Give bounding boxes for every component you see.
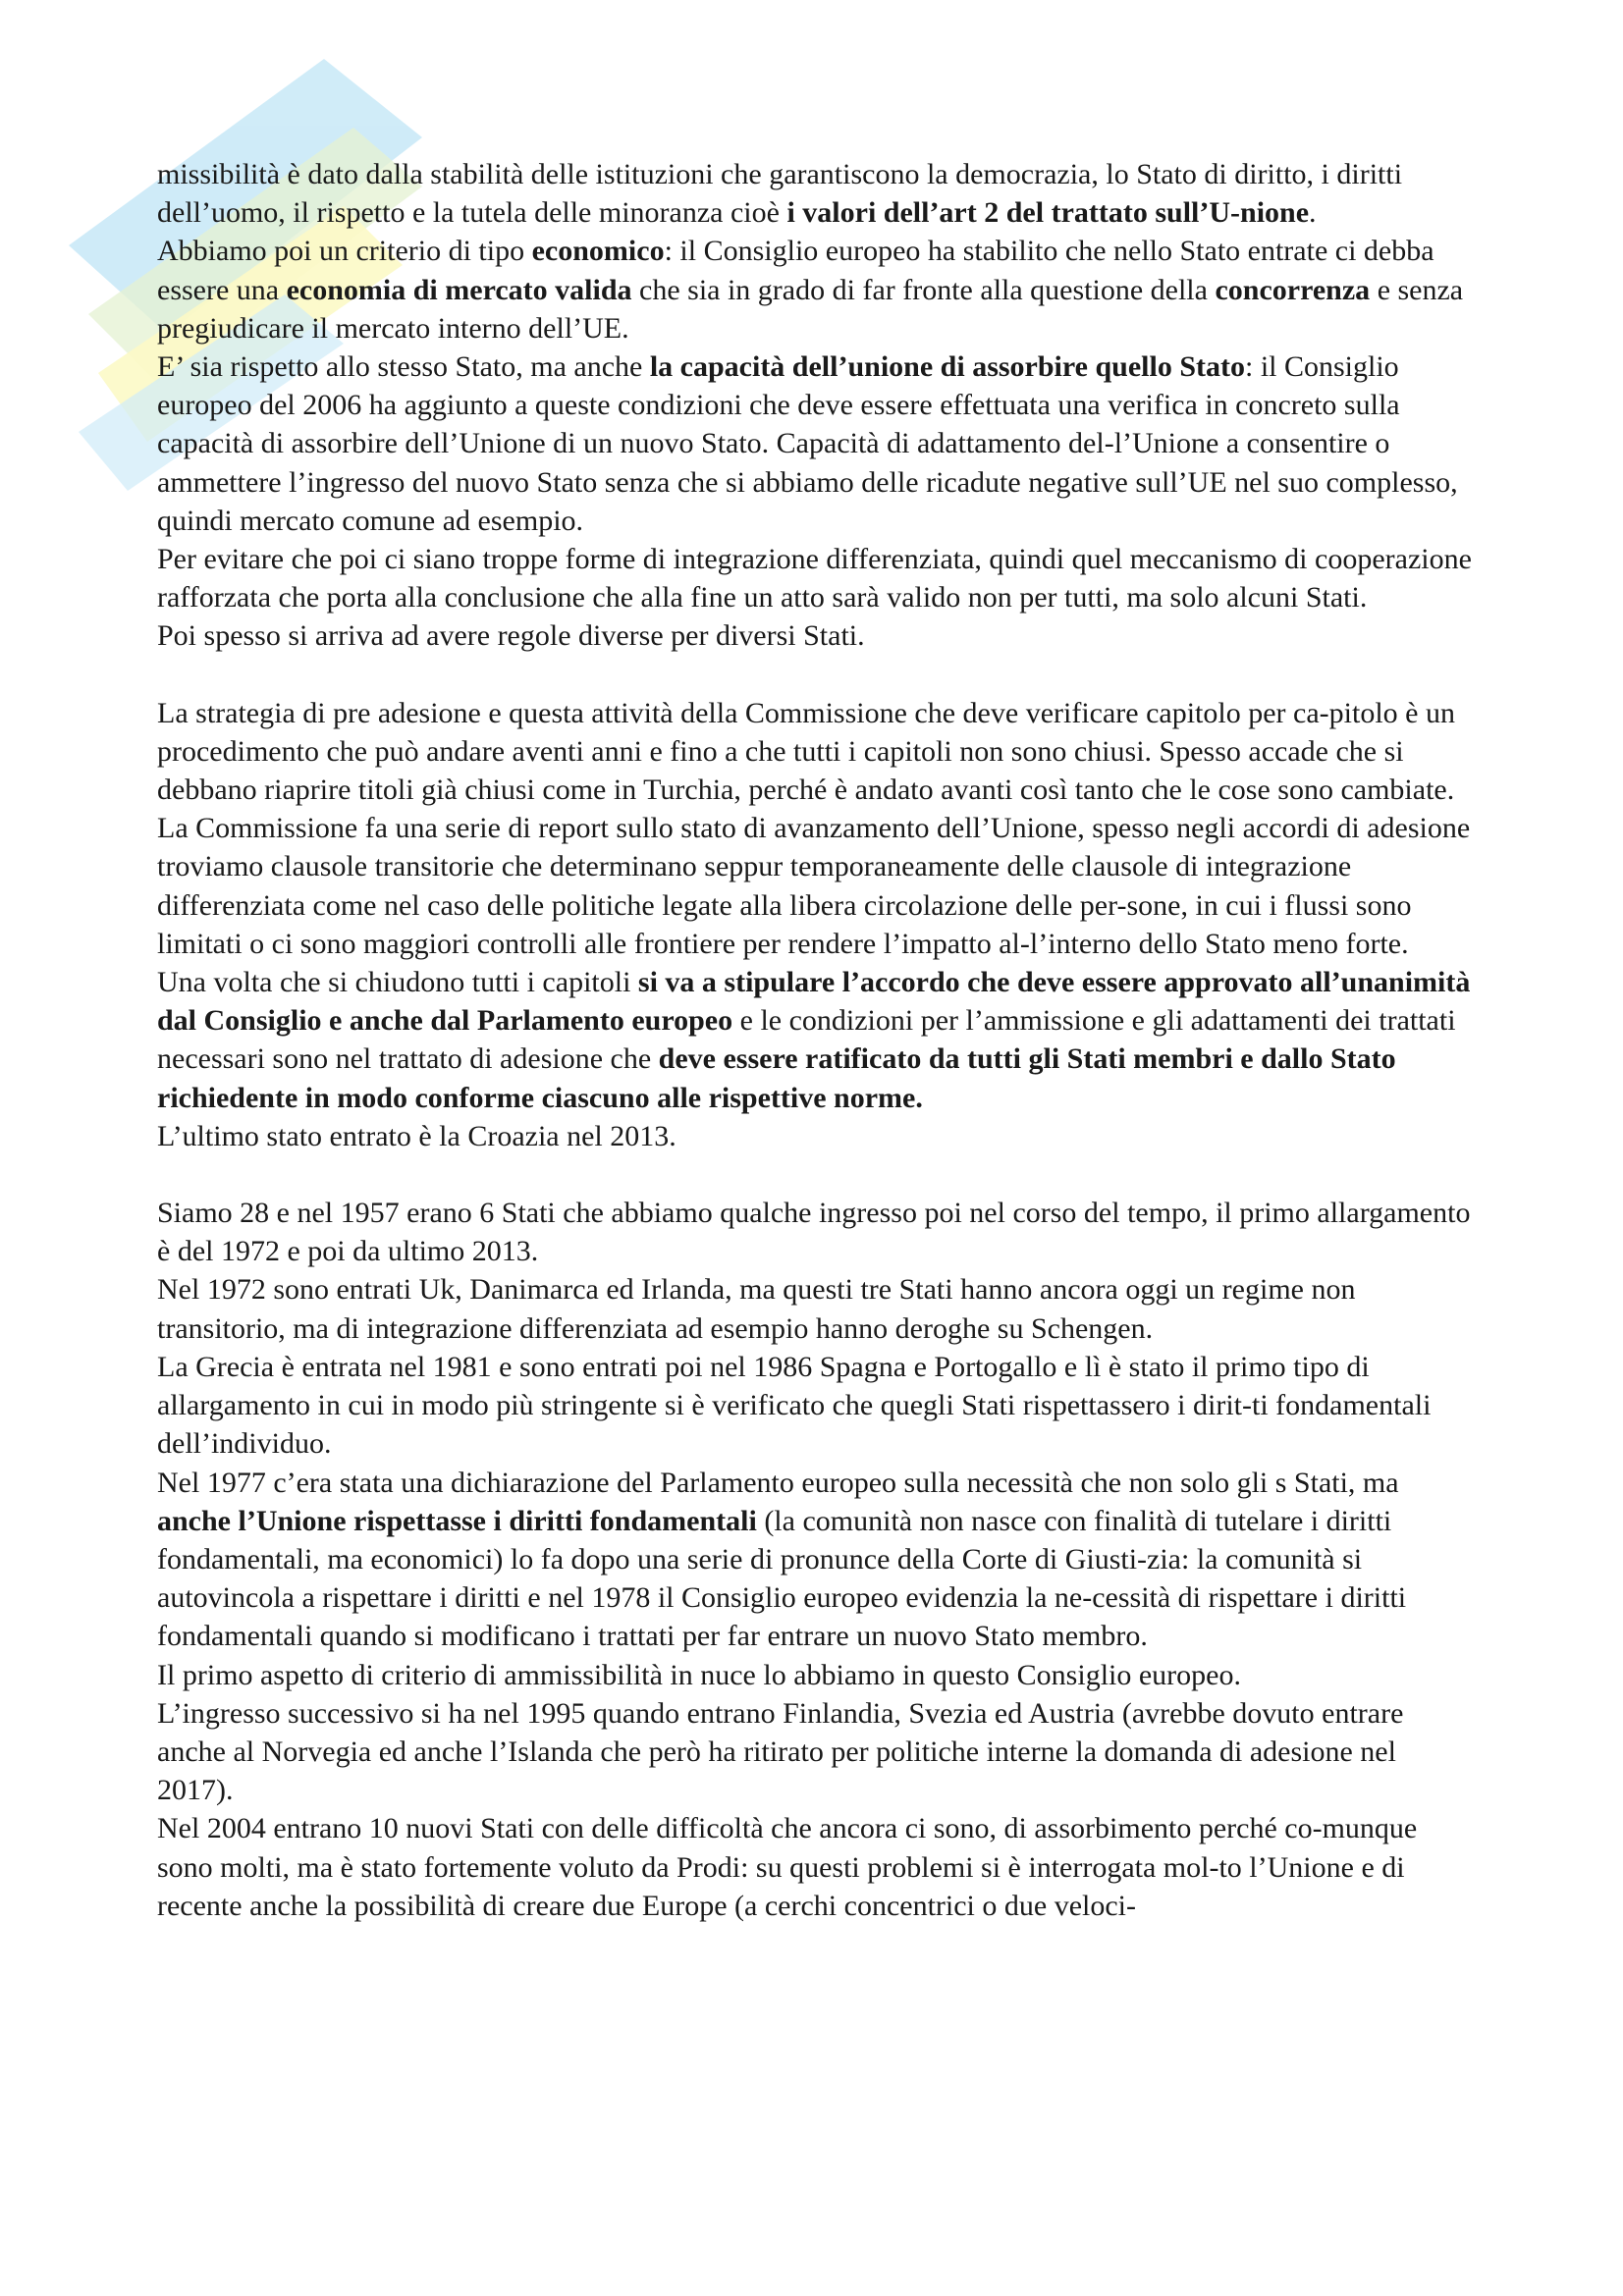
text-run: Una volta che si chiudono tutti i capitoli <box>157 966 638 999</box>
text-run: L’ingresso successivo si ha nel 1995 quando entrano Finlandia, Svezia ed Austria (avrebbe dovuto entrare anche al Norvegia ed anche l’Islanda che però ha ritirato per politiche interne la domanda di adesione nel 2017). <box>157 1696 1404 1807</box>
paragraph <box>157 809 1478 963</box>
paragraph <box>157 616 1478 655</box>
text-run: e le condizioni per l’ammissione e gli adattamenti dei trattati necessari sono nel trattato di adesione che <box>157 1004 1456 1076</box>
text-run: La Commissione fa una serie di report sullo stato di avanzamento dell’Unione, spesso negli accordi di adesione troviamo clausole transitorie che determinano seppur temporaneamente delle clausole di integrazione differenziata come nel caso delle politiche legate alla libera circolazione delle per-sone, in cui i flussi sono limitati o ci sono maggiori controlli alle frontiere per rendere l’impatto al-l’interno dello Stato meno forte. <box>157 812 1471 960</box>
text-run: L’ultimo stato entrato è la Croazia nel 2013. <box>157 1119 676 1152</box>
paragraph <box>157 1194 1478 1270</box>
bold-text: deve essere ratificato da tutti gli Stati membri e dallo Stato richiedente in modo conforme ciascuno alle rispettive norme. <box>157 1042 1396 1114</box>
bold-text: economia di mercato valida <box>286 273 632 306</box>
bold-text: si va a stipulare l’accordo che deve essere approvato all’unanimità dal Consiglio e anche dal Parlamento europeo <box>157 966 1471 1038</box>
text-run: . <box>1309 196 1317 230</box>
document-body <box>157 155 1478 1925</box>
text-run: missibilità è dato dalla stabilità delle istituzioni che garantiscono la democrazia, lo Stato di diritto, i diritti dell’uomo, il rispetto e la tutela delle minoranza cioè <box>157 158 1403 230</box>
paragraph <box>157 1117 1478 1155</box>
text-run: Nel 1977 c’era stata una dichiarazione del Parlamento europeo sulla necessità che non solo gli s Stati, ma <box>157 1466 1399 1499</box>
bold-text: concorrenza <box>1215 273 1371 306</box>
paragraph <box>157 540 1478 616</box>
paragraph <box>157 1694 1478 1810</box>
text-run: Poi spesso si arriva ad avere regole diverse per diversi Stati. <box>157 619 865 653</box>
text-run: e senza pregiudicare il mercato interno dell’UE. <box>157 273 1464 345</box>
text-run: Siamo 28 e nel 1957 erano 6 Stati che abbiamo qualche ingresso poi nel corso del tempo, il primo allargamento è del 1972 e poi da ultimo 2013. <box>157 1197 1471 1268</box>
paragraph <box>157 232 1478 347</box>
paragraph-gap <box>157 1155 1478 1194</box>
bold-text: anche l’Unione rispettasse i diritti fondamentali <box>157 1504 757 1537</box>
text-run: Per evitare che poi ci siano troppe forme di integrazione differenziata, quindi quel meccanismo di cooperazione rafforzata che porta alla conclusione che alla fine un atto sarà valido non per tutti, ma solo alcuni Stati. <box>157 543 1472 614</box>
text-run: Nel 2004 entrano 10 nuovi Stati con delle difficoltà che ancora ci sono, di assorbimento perché co-munque sono molti, ma è stato fortemente voluto da Prodi: su questi problemi si è interrogata mol-to l’Unione e di recente anche la possibilità di creare due Europe (a cerchi concentrici o due veloci- <box>157 1812 1418 1922</box>
bold-text: economico <box>531 235 665 268</box>
paragraph <box>157 1348 1478 1464</box>
text-run: La Grecia è entrata nel 1981 e sono entrati poi nel 1986 Spagna e Portogallo e lì è stato il primo tipo di allargamento in cui in modo più stringente si è verificato che quegli Stati rispettassero i dirit-ti fondamentali dell’individuo. <box>157 1350 1432 1461</box>
paragraph <box>157 694 1478 810</box>
paragraph <box>157 963 1478 1117</box>
text-run: Il primo aspetto di criterio di ammissibilità in nuce lo abbiamo in questo Consiglio europeo. <box>157 1658 1241 1691</box>
text-run: che sia in grado di far fronte alla questione della <box>631 273 1216 306</box>
paragraph <box>157 155 1478 232</box>
bold-text: la capacità dell’unione di assorbire quello Stato <box>649 350 1245 384</box>
paragraph <box>157 1656 1478 1694</box>
text-run: Abbiamo poi un criterio di tipo <box>157 235 532 268</box>
paragraph <box>157 347 1478 540</box>
bold-text: i valori dell’art 2 del trattato sull’U-nione <box>786 196 1310 230</box>
text-run: Nel 1972 sono entrati Uk, Danimarca ed Irlanda, ma questi tre Stati hanno ancora oggi un regime non transitorio, ma di integrazione differenziata ad esempio hanno deroghe su Schengen. <box>157 1273 1356 1345</box>
text-run: : il Consiglio europeo del 2006 ha aggiunto a queste condizioni che deve essere effettuata una verifica in concreto sulla capacità di assorbire dell’Unione di un nuovo Stato. Capacità di adattamento del-l’Unione a consentire o ammettere l’ingresso del nuovo Stato senza che si abbiamo delle ricadute negative sull’UE nel suo complesso, quindi mercato comune ad esempio. <box>157 350 1458 537</box>
paragraph <box>157 1270 1478 1347</box>
paragraph-gap <box>157 656 1478 694</box>
text-run: La strategia di pre adesione e questa attività della Commissione che deve verificare capitolo per ca-pitolo è un procedimento che può andare aventi anni e fino a che tutti i capitoli non sono chiusi. Spesso accade che si debbano riaprire titoli già chiusi come in Turchia, perché è andato avanti così tanto che le cose sono cambiate. <box>157 696 1455 807</box>
paragraph <box>157 1809 1478 1925</box>
text-run: E’ sia rispetto allo stesso Stato, ma anche <box>157 350 650 384</box>
text-run: (la comunità non nasce con finalità di tutelare i diritti fondamentali, ma economici) lo fa dopo una serie di pronunce della Corte di Giusti-zia: la comunità si autovincola a rispettare i diritti e nel 1978 il Consiglio europeo evidenzia la ne-cessità di rispettare i diritti fondamentali quando si modificano i trattati per far entrare un nuovo Stato membro. <box>157 1504 1407 1653</box>
paragraph <box>157 1464 1478 1656</box>
text-run: : il Consiglio europeo ha stabilito che nello Stato entrate ci debba essere una <box>157 235 1434 306</box>
